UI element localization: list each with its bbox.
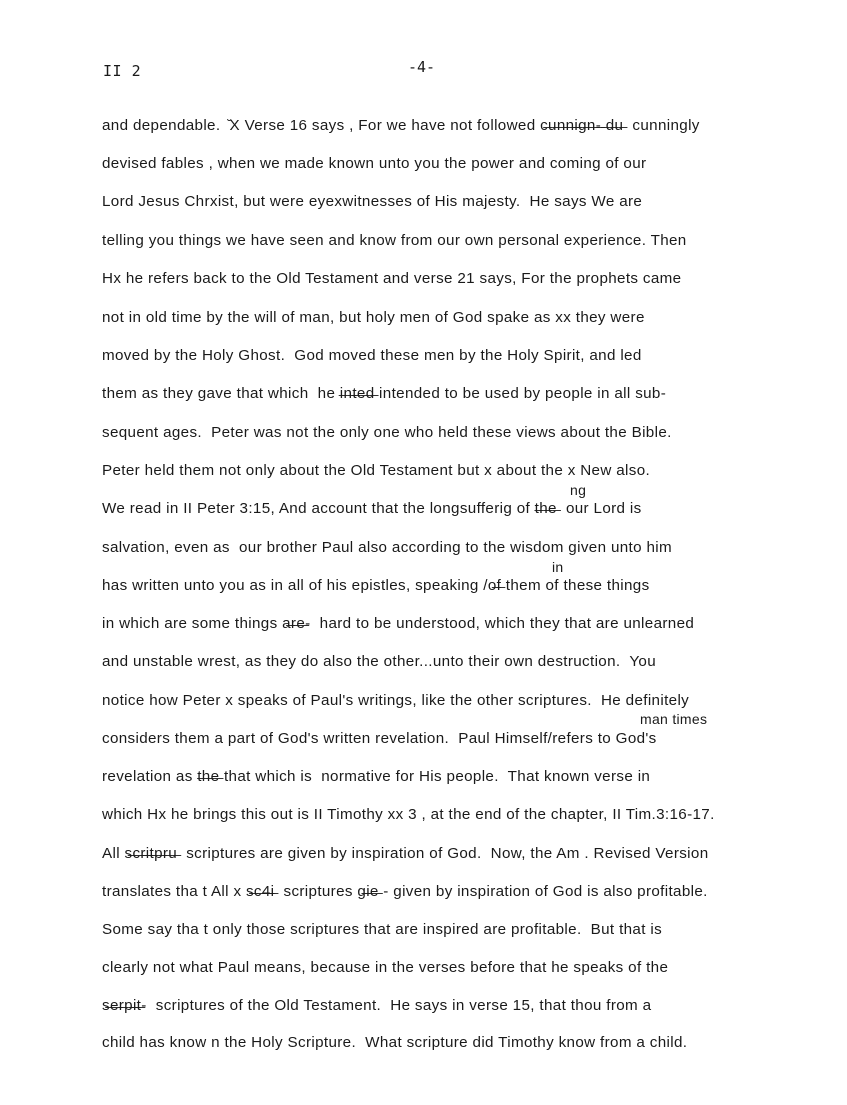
text-line: child has know n the Holy Scripture. What scripture did Timothy know from a child. xyxy=(102,1034,688,1051)
text-line: and dependable. ̆X Verse 16 says , For we have not followed c̶u̶n̶n̶i̶g̶n̶-̶ ̶d̶u̶ cunningly xyxy=(102,117,700,134)
text-line: notice how Peter x speaks of Paul's writings, like the other scriptures. He definitely xyxy=(102,692,690,709)
text-line: moved by the Holy Ghost. God moved these men by the Holy Spirit, and led xyxy=(102,347,642,364)
text-line: translates tha t All x s̶c̶4̶i̶ scriptures g̶i̶e̶ - given by inspiration of God is also profitable. xyxy=(102,883,708,900)
text-line: s̶e̶r̶p̶i̶t̶- scriptures of the Old Testament. He says in verse 15, that thou from a xyxy=(102,997,652,1014)
page-number: -4- xyxy=(408,58,436,76)
text-line: revelation as t̶h̶e̶ that which is normative for His people. That known verse in xyxy=(102,768,651,785)
text-line: not in old time by the will of man, but holy men of God spake as xx they were xyxy=(102,309,645,326)
text-line: Lord Jesus Chrxist, but were eyexwitnesses of His majesty. He says We are xyxy=(102,193,643,210)
interlinear-insertion: ng xyxy=(570,482,587,498)
text-line: which Hx he brings this out is II Timothy xx 3 , at the end of the chapter, II Tim.3:16-17. xyxy=(102,806,715,823)
text-line: and unstable wrest, as they do also the other...unto their own destruction. You xyxy=(102,653,656,670)
text-line: We read in II Peter 3:15, And account that the longsufferig of t̶h̶e̶ our Lord is xyxy=(102,500,642,517)
text-line: them as they gave that which he i̶n̶t̶e̶d̶ intended to be used by people in all sub- xyxy=(102,385,667,402)
text-line: Some say tha t only those scriptures that are inspired are profitable. But that is xyxy=(102,921,663,938)
text-line: telling you things we have seen and know from our own personal experience. Then xyxy=(102,232,687,249)
text-line: devised fables , when we made known unto you the power and coming of our xyxy=(102,155,647,172)
interlinear-insertion: man times xyxy=(640,711,708,727)
interlinear-insertion: in xyxy=(552,559,564,575)
section-label: II 2 xyxy=(103,62,142,80)
text-line: Peter held them not only about the Old Testament but x about the x New also. xyxy=(102,462,651,479)
text-line: in which are some things a̶r̶e̶- hard to be understood, which they that are unlearned xyxy=(102,615,695,632)
text-line: Hx he refers back to the Old Testament and verse 21 says, For the prophets came xyxy=(102,270,682,287)
text-line: clearly not what Paul means, because in the verses before that he speaks of the xyxy=(102,959,669,976)
text-line: All s̶c̶r̶i̶t̶p̶r̶u̶ scriptures are given by inspiration of God. Now, the Am . Revised Version xyxy=(102,845,709,862)
text-line: has written unto you as in all of his epistles, speaking /o̶f̶ them of these things xyxy=(102,577,650,594)
text-line: considers them a part of God's written revelation. Paul Himself/refers to God's xyxy=(102,730,657,747)
text-line: salvation, even as our brother Paul also according to the wisdom given unto him xyxy=(102,539,672,556)
text-line: sequent ages. Peter was not the only one who held these views about the Bible. xyxy=(102,424,672,441)
